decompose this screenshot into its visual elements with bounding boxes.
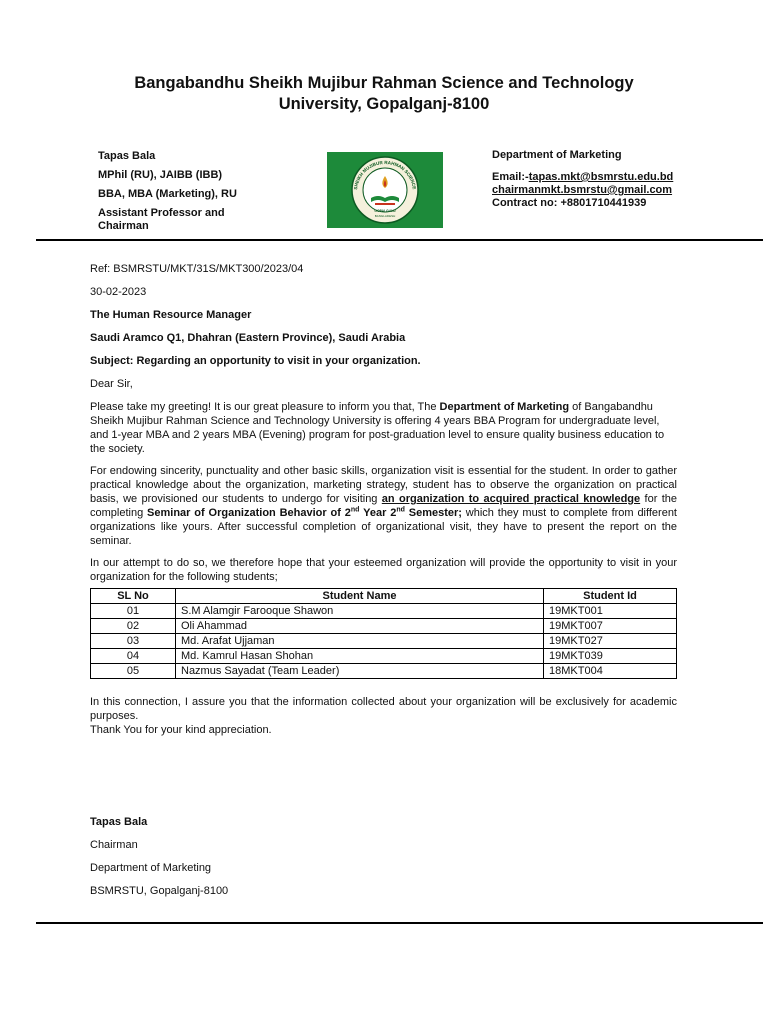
cell-name: Md. Arafat Ujjaman — [176, 634, 544, 649]
cell-id: 19MKT001 — [544, 604, 677, 619]
subject-line: Subject: Regarding an opportunity to visit in your organization. — [90, 355, 421, 367]
university-line-2: University, Gopalganj-8100 — [278, 95, 490, 113]
letter-date: 30-02-2023 — [90, 286, 147, 298]
paragraph-intro-part-c: of Bangabandhu Sheikh Mujibur Rahman Science and Technology University is offering 4 years BBA Program for undergraduate level, and 1-year MBA and 2 years MBA (Evening) program for post-graduation level to ensure quality business education to the society. — [90, 401, 665, 455]
university-logo — [327, 152, 443, 228]
paragraph-purpose — [90, 464, 677, 548]
sender-degrees-2: BBA, MBA (Marketing), RU — [98, 188, 237, 200]
cell-id: 18MKT004 — [544, 664, 677, 679]
cell-sl: 04 — [91, 649, 176, 664]
sender-name: Tapas Bala — [98, 150, 156, 162]
sender-degrees-1: MPhil (RU), JAIBB (IBB) — [98, 169, 223, 181]
reference-number: Ref: BSMRSTU/MKT/31S/MKT300/2023/04 — [90, 263, 304, 275]
salutation: Dear Sir, — [90, 378, 133, 390]
paragraph-purpose-part-a: For endowing sincerity, punctuality and other basic skills, organization visit is essential for the student. In order to gather practical knowledge about the organization, marketing strategy, student has to observe the organization on practical basis, we provisioned our students to undergo for visiting — [90, 465, 677, 505]
paragraph-purpose-part-e: which they must to complete from different organizations like yours. After successful completion of organizational visit, they have to present the report on the seminar. — [90, 507, 677, 547]
paragraph-intro-department: Department of Marketing — [439, 401, 570, 413]
cell-id: 19MKT027 — [544, 634, 677, 649]
university-name — [0, 73, 768, 115]
university-emblem-icon — [327, 152, 443, 228]
cell-sl: 02 — [91, 619, 176, 634]
logo-ring-text-top: SHEIKH MUJIBUR RAHMAN SCIENCE — [353, 159, 417, 190]
footer-divider — [36, 922, 763, 924]
cell-sl: 01 — [91, 604, 176, 619]
seminar-name-part-3: Semester; — [404, 507, 462, 519]
sender-title-2: Chairman — [98, 220, 149, 232]
sender-title-1: Assistant Professor and — [98, 207, 225, 219]
table-header-row — [91, 589, 677, 604]
header-student-name: Student Name — [176, 589, 544, 604]
header-student-id: Student Id — [544, 589, 677, 604]
cell-name: S.M Alamgir Farooque Shawon — [176, 604, 544, 619]
paragraph-purpose-part-c: for the completing — [90, 493, 678, 519]
seminar-name — [147, 507, 462, 519]
student-table — [90, 588, 677, 679]
department-name: Department of Marketing — [492, 149, 622, 161]
logo-country: BANGLADESH — [374, 214, 396, 218]
table-row — [91, 649, 677, 664]
cell-name: Oli Ahammad — [176, 619, 544, 634]
recipient: The Human Resource Manager — [90, 309, 252, 321]
signature-block — [90, 815, 228, 907]
seminar-name-part-1: Seminar of Organization Behavior of 2 — [147, 507, 351, 519]
signature-department: Department of Marketing — [90, 862, 212, 874]
paragraph-request: In our attempt to do so, we therefore hope that your esteemed organization will provide the opportunity to visit in your organization for the following students; — [90, 557, 677, 583]
logo-ring-text-bottom: GOPALGANJ — [374, 209, 396, 213]
paragraph-intro — [90, 400, 677, 456]
department-block — [492, 149, 673, 210]
email-link-2[interactable]: chairmanmkt.bsmrstu@gmail.com — [492, 184, 673, 196]
paragraph-purpose-underlined: an organization to acquired practical knowledge — [381, 493, 641, 505]
cell-sl: 05 — [91, 664, 176, 679]
paragraph-intro-part-a: Please take my greeting! It is our great pleasure to inform you that, The — [90, 401, 440, 413]
table-row — [91, 664, 677, 679]
email-label: Email:- — [492, 171, 529, 183]
signature-place: BSMRSTU, Gopalganj-8100 — [90, 885, 229, 897]
contact-number: Contract no: +8801710441939 — [492, 197, 647, 209]
table-row — [91, 619, 677, 634]
cell-name: Md. Kamrul Hasan Shohan — [176, 649, 544, 664]
letter-body — [90, 262, 677, 737]
table-row — [91, 604, 677, 619]
email-link-1[interactable]: tapas.mkt@bsmrstu.edu.bd — [528, 171, 674, 183]
sender-block — [98, 150, 237, 233]
cell-sl: 03 — [91, 634, 176, 649]
university-line-1: Bangabandhu Sheikh Mujibur Rahman Science and Technology — [134, 74, 634, 92]
signature-title: Chairman — [90, 839, 138, 851]
seminar-sup-2: nd — [396, 506, 405, 514]
seminar-name-part-2: Year 2 — [359, 507, 397, 519]
recipient-address: Saudi Aramco Q1, Dhahran (Eastern Province), Saudi Arabia — [90, 332, 406, 344]
table-row — [91, 634, 677, 649]
header-sl-no: SL No — [91, 589, 176, 604]
thanks-line: Thank You for your kind appreciation. — [90, 724, 272, 736]
cell-id: 19MKT039 — [544, 649, 677, 664]
paragraph-assurance: In this connection, I assure you that the information collected about your organization will be exclusively for academic purposes. — [90, 696, 677, 722]
signature-name: Tapas Bala — [90, 816, 148, 828]
header-divider — [36, 239, 763, 241]
cell-name: Nazmus Sayadat (Team Leader) — [176, 664, 544, 679]
seminar-sup-1: nd — [350, 506, 360, 514]
cell-id: 19MKT007 — [544, 619, 677, 634]
email-line-1 — [492, 171, 673, 184]
